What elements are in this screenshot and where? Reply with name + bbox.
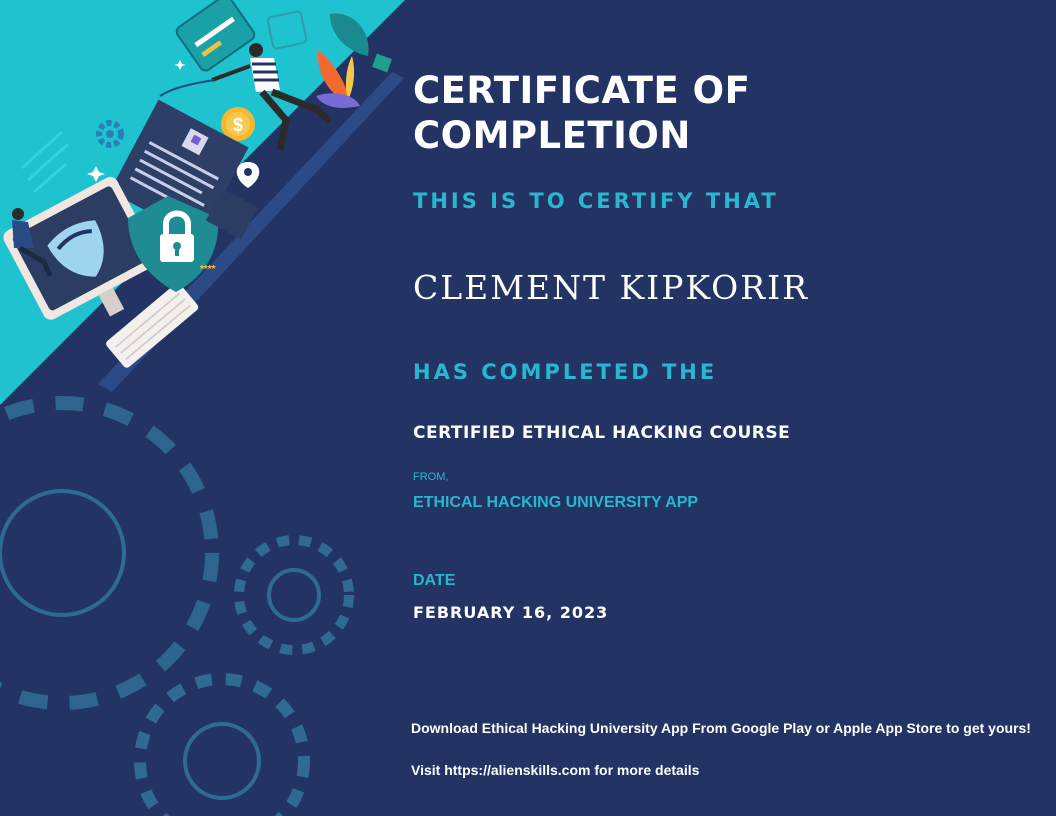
issuer-name: ETHICAL HACKING UNIVERSITY APP — [413, 494, 699, 511]
location-pin-icon — [237, 162, 260, 188]
svg-text:****: **** — [200, 264, 216, 275]
title-line-2: COMPLETION — [413, 114, 691, 157]
completion-date: FEBRUARY 16, 2023 — [413, 603, 609, 622]
download-instructions: Download Ethical Hacking University App From Google Play or Apple App Store to get yours! — [411, 720, 1031, 736]
course-name: CERTIFIED ETHICAL HACKING COURSE — [413, 423, 791, 443]
certify-heading: THIS IS TO CERTIFY THAT — [413, 189, 779, 213]
keyboard-icon — [104, 282, 199, 370]
title-line-1: CERTIFICATE OF — [413, 69, 751, 112]
visit-website-text: Visit https://alienskills.com for more details — [411, 762, 700, 778]
svg-text:$: $ — [232, 115, 244, 135]
date-label: DATE — [413, 572, 456, 589]
bottom-gear-icon — [140, 679, 304, 816]
recipient-name: CLEMENT KIPKORIR — [413, 268, 809, 307]
from-label: FROM, — [413, 471, 449, 483]
certificate-title — [413, 68, 750, 158]
large-gear-icon — [0, 403, 212, 703]
completed-heading: HAS COMPLETED THE — [413, 360, 718, 384]
medium-gear-icon — [239, 540, 349, 650]
